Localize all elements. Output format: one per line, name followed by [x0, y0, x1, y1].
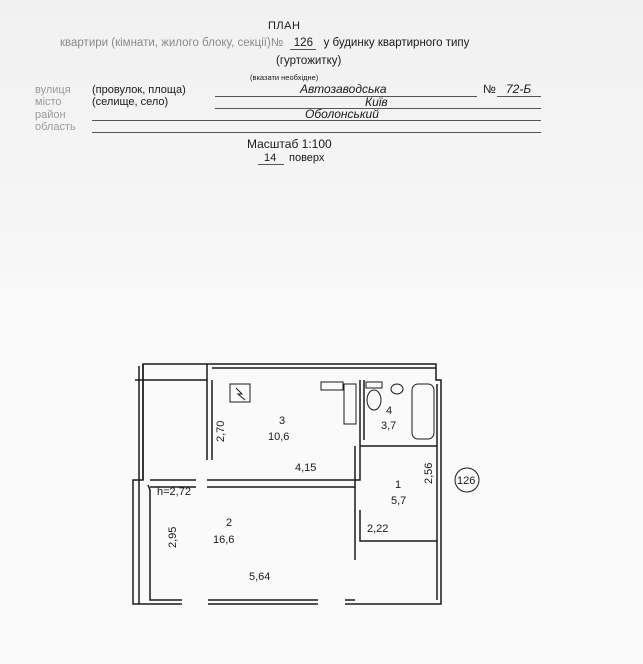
dimension-2-70: 2,70 — [215, 420, 227, 442]
subtitle-rest: у будинку квартирного типу — [323, 37, 470, 49]
fixtures — [230, 382, 434, 439]
balcony-outline — [135, 364, 207, 604]
room-4-area: 3,7 — [381, 420, 397, 432]
kitchen-wall — [150, 446, 360, 480]
ceiling-height: h=2,72 — [157, 486, 191, 498]
room-2-number: 2 — [226, 517, 233, 529]
apartment-number-field: 126 — [290, 37, 316, 50]
room-3-area: 10,6 — [268, 431, 290, 443]
room-3-number: 3 — [279, 415, 286, 427]
document-title: ПЛАН — [268, 20, 301, 32]
dimension-2-56: 2,56 — [423, 462, 435, 484]
street-type: (провулок, площа) — [92, 84, 186, 96]
kitchen-left-wall — [207, 380, 212, 460]
bathtub-icon — [412, 384, 434, 439]
number-value: 72-Б — [506, 82, 532, 96]
number-label: № — [483, 82, 496, 96]
boiler-symbol — [236, 388, 245, 400]
floor-label: поверх — [289, 152, 325, 164]
district-value: Оболонський — [305, 107, 379, 121]
dimension-4-15: 4,15 — [295, 462, 317, 474]
note-text: (вказати необхідне) — [250, 73, 319, 82]
subtitle-faded: квартири (кімнати, жилого блоку, секції)№ — [60, 37, 284, 49]
washbasin-icon — [391, 384, 403, 394]
scale-text: Масштаб 1:100 — [247, 137, 332, 151]
room-1-area: 5,7 — [391, 495, 407, 507]
dimension-2-95: 2,95 — [167, 526, 179, 548]
dimension-2-22: 2,22 — [367, 523, 389, 535]
kitchen-wall-inner — [150, 446, 355, 487]
room-1-number: 1 — [395, 479, 402, 491]
city-type: (селище, село) — [92, 96, 169, 108]
street-value: Автозаводська — [300, 82, 387, 96]
boiler-icon — [230, 384, 250, 402]
room-2-area: 16,6 — [213, 534, 235, 546]
document-subtitle-line2: (гуртожитку) — [276, 55, 342, 67]
bathroom-wall — [360, 380, 364, 446]
sink-icon — [321, 382, 343, 390]
dimension-5-64: 5,64 — [249, 571, 271, 583]
street-label: вулиця — [35, 84, 71, 96]
room-4-number: 4 — [386, 405, 393, 417]
toilet-icon — [367, 390, 381, 410]
region-label: область — [35, 121, 76, 133]
apartment-marker: 126 — [457, 475, 476, 487]
floor-number: 14 — [264, 152, 277, 164]
city-value: Київ — [365, 95, 388, 109]
toilet-tank-icon — [366, 382, 382, 388]
shower-icon — [344, 384, 356, 424]
outer-wall-inner — [148, 368, 437, 600]
city-label: місто — [35, 96, 62, 108]
district-label: район — [35, 109, 66, 121]
